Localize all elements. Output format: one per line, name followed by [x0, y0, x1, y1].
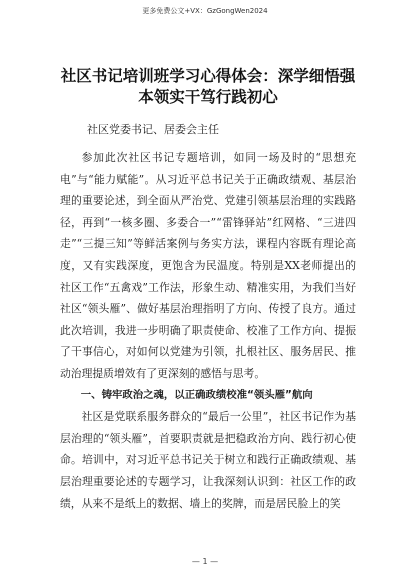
intro-paragraph: 参加此次社区书记专题培训，如同一场及时的“思想充电”与“能力赋能”。从习近平总书记关于正确政绩观、基层治理的重要论述，到全面从严治党、党建引领基层治理的实践路径，再到“一核多圈、多委合一”“雷锋驿站”红网格、“三进四走”“三提三知”等鲜活案例与务实方法，课程内容既有理论高度，又有实践深度，更饱含为民温度。特别是XX老师提出的社区工作“五禽戏”工作法，形象生动、精准实用，为我们当好社区“领头雁”、做好基层治理指明了方向、传授了良方。通过此次培训，我进一步明确了职责使命、校准了工作方向、提振了干事信心，对如何以党建为引领，扎根社区、服务居民、推动治理提质增效有了更深刻的感悟与思考。 [60, 151, 356, 380]
section-heading: 一、铸牢政治之魂，以正确政绩校准“领头雁”航向 [80, 388, 313, 401]
header-note: 更多免费公文+VX：GzGongWen2024 [142, 7, 268, 15]
section-paragraph: 社区是党联系服务群众的“最后一公里”，社区书记作为基层治理的“领头雁”，首要职责就是把稳政治方向、践行初心使命。培训中，对习近平总书记关于树立和践行正确政绩观、基层治理重要论述的专题学习，让我深刻认识到：社区工作的政绩，从来不是纸上的数据、墙上的奖牌，而是居民脸上的笑 [60, 410, 356, 510]
document-title: 社区书记培训班学习心得体会：深学细悟强本领实干笃行践初心 [60, 67, 356, 106]
author-line: 社区党委书记、居委会主任 [87, 123, 219, 136]
document-body [60, 147, 356, 514]
page-number: — 1 — [191, 557, 219, 566]
